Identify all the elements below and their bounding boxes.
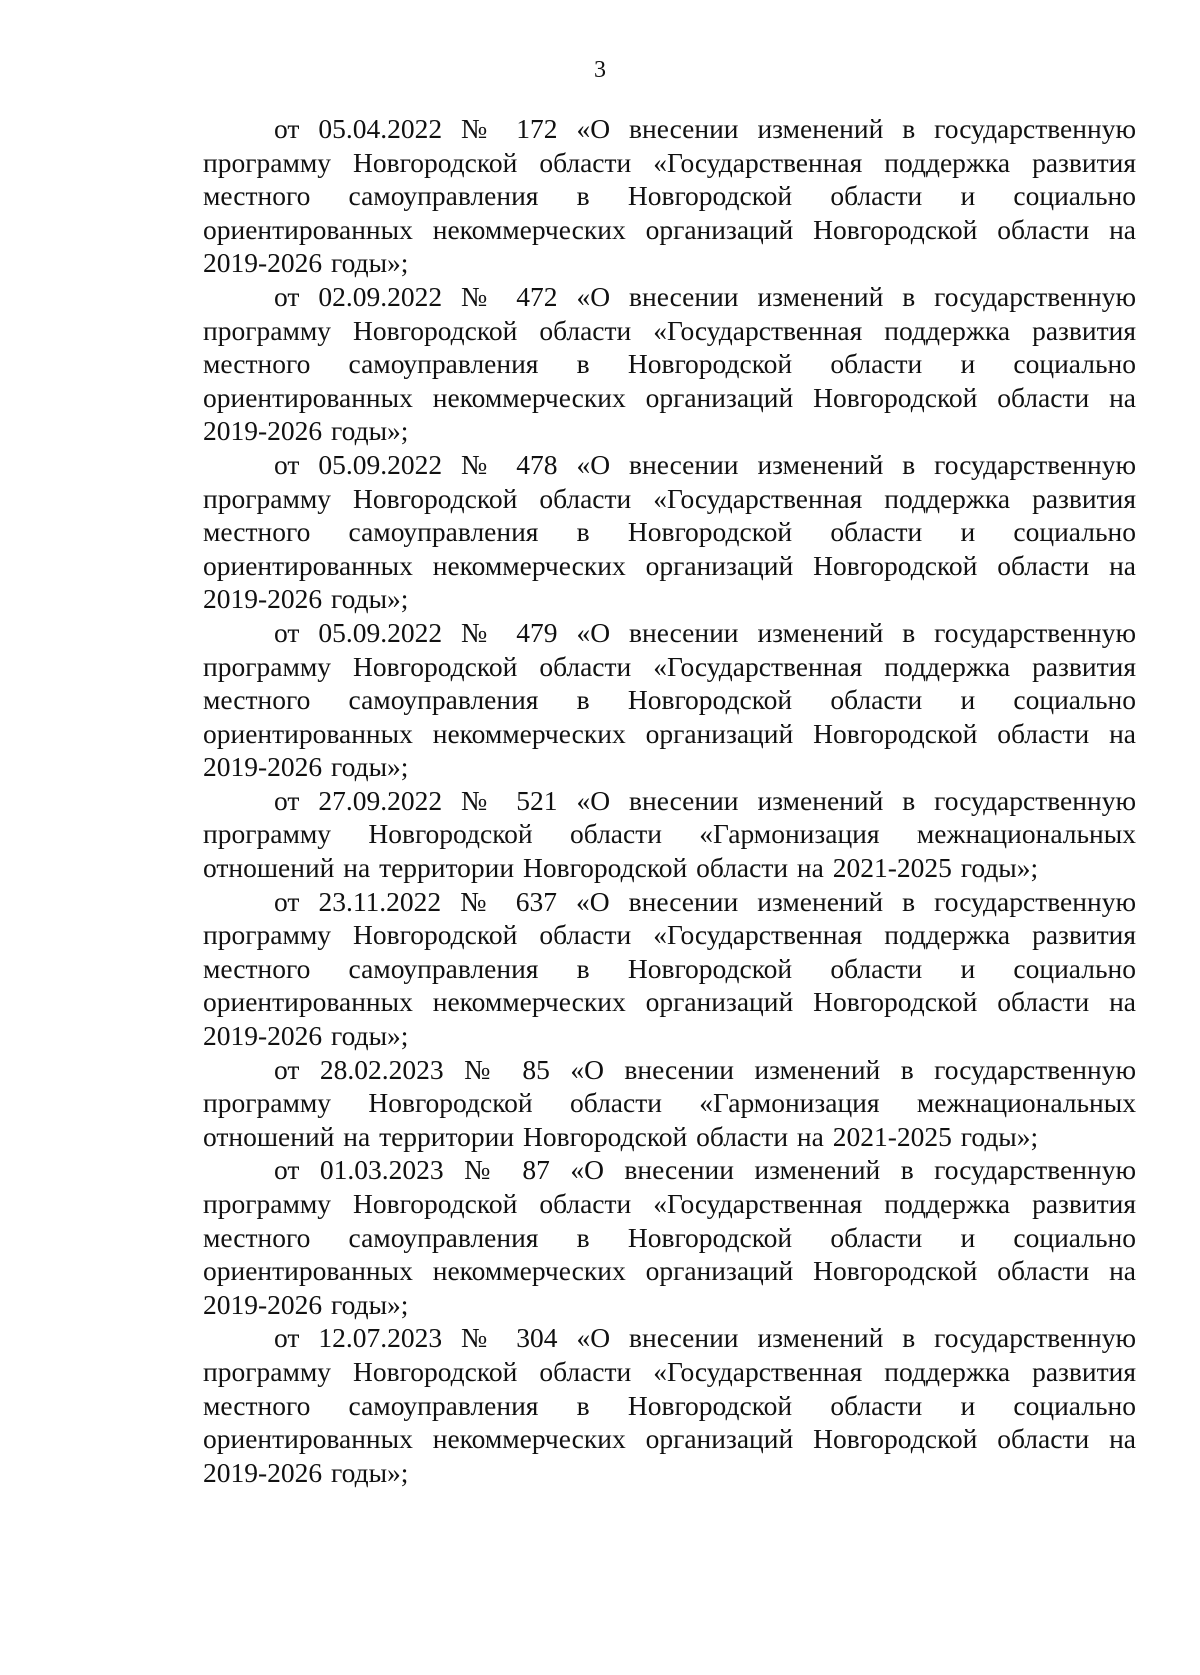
resolution-list-item: от 12.07.2023 № 304 «О внесении изменений в государственную программу Новгородской области «Государственная поддержка развития местного самоуправления в Новгородской области и социально ориентированных некоммерческих организаций Новгородской области на 2019-2026 годы»;: [203, 1322, 1136, 1488]
resolution-list-item: от 05.04.2022 № 172 «О внесении изменений в государственную программу Новгородской области «Государственная поддержка развития местного самоуправления в Новгородской области и социально ориентированных некоммерческих организаций Новгородской области на 2019-2026 годы»;: [203, 113, 1136, 279]
resolution-list-item: от 27.09.2022 № 521 «О внесении изменений в государственную программу Новгородской области «Гармонизация межнациональных отношений на территории Новгородской области на 2021-2025 годы»;: [203, 784, 1136, 884]
resolution-list-item: от 05.09.2022 № 479 «О внесении изменений в государственную программу Новгородской области «Государственная поддержка развития местного самоуправления в Новгородской области и социально ориентированных некоммерческих организаций Новгородской области на 2019-2026 годы»;: [203, 616, 1136, 783]
resolution-list-item: от 02.09.2022 № 472 «О внесении изменений в государственную программу Новгородской области «Государственная поддержка развития местного самоуправления в Новгородской области и социально ориентированных некоммерческих организаций Новгородской области на 2019-2026 годы»;: [203, 280, 1136, 447]
page-number: 3: [594, 57, 606, 83]
resolution-list-item: от 23.11.2022 № 637 «О внесении изменений в государственную программу Новгородской области «Государственная поддержка развития местного самоуправления в Новгородской области и социально ориентированных некоммерческих организаций Новгородской области на 2019-2026 годы»;: [203, 885, 1136, 1052]
resolution-list-item: от 05.09.2022 № 478 «О внесении изменений в государственную программу Новгородской области «Государственная поддержка развития местного самоуправления в Новгородской области и социально ориентированных некоммерческих организаций Новгородской области на 2019-2026 годы»;: [203, 448, 1136, 615]
resolution-list-item: от 01.03.2023 № 87 «О внесении изменений в государственную программу Новгородской области «Государственная поддержка развития местного самоуправления в Новгородской области и социально ориентированных некоммерческих организаций Новгородской области на 2019-2026 годы»;: [203, 1154, 1136, 1320]
resolution-list-item: от 28.02.2023 № 85 «О внесении изменений в государственную программу Новгородской области «Гармонизация межнациональных отношений на территории Новгородской области на 2021-2025 годы»;: [203, 1053, 1136, 1152]
document-body: [203, 112, 1136, 1489]
